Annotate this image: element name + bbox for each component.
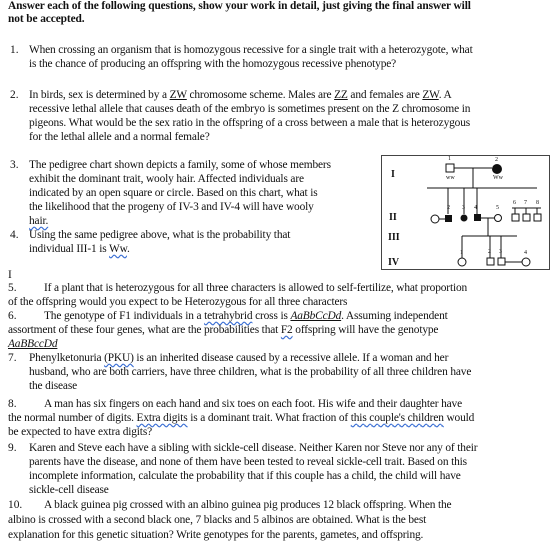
- q10-number: 10.: [8, 499, 23, 511]
- q2-line-3: pigeons. What would be the sex ratio in the offspring of a cross between a male that is heterozygous: [29, 117, 471, 129]
- q9-line-4: sickle-cell disease: [29, 484, 109, 496]
- text-cursor: I: [8, 269, 12, 281]
- pedigree-male-unaffected: [446, 164, 454, 172]
- pedigree-individual-label: 2: [488, 249, 491, 255]
- q8-line-2: the normal number of digits. Extra digits is a dominant trait. What fraction of this couple's children would: [8, 412, 475, 424]
- instructions-line-1: Answer each of the following questions, show your work in detail, just giving the final answer will: [8, 0, 471, 12]
- q2-line-1: In birds, sex is determined by a ZW chromosome scheme. Males are ZZ and females are ZW. A: [29, 89, 452, 101]
- q6-number: 6.: [8, 310, 17, 322]
- generation-label: IV: [388, 257, 400, 268]
- instructions-line-2: not be accepted.: [8, 13, 85, 25]
- q5-line-2: of the offspring would you expect to be Heterozygous for all three characters: [8, 296, 348, 308]
- pedigree-genotype-label: ww: [446, 175, 455, 181]
- pedigree-chart: [381, 155, 550, 270]
- q6-line-3: AaBBccDd: [8, 338, 58, 350]
- q1-line-1: When crossing an organism that is homozygous recessive for a single trait with a heterozygote, what: [29, 44, 473, 56]
- pedigree-female-affected: [493, 165, 502, 174]
- pedigree-individual-label: 3: [499, 249, 502, 255]
- pedigree-individual-label: 3: [462, 205, 465, 211]
- q10-line-1: A black guinea pig crossed with an albino guinea pig produces 12 black offspring. When the: [44, 499, 452, 511]
- q6-line-1: The genotype of F1 individuals in a tetrahybrid cross is AaBbCcDd. Assuming independent: [44, 310, 448, 322]
- generation-label: III: [388, 232, 400, 243]
- q2-number: 2.: [10, 89, 19, 101]
- pedigree-individual-label: 6: [513, 200, 516, 206]
- pedigree-male-affected: [445, 215, 452, 222]
- q9-line-3: incomplete information, calculate the probability that if this couple has a child, the child will have: [29, 470, 461, 482]
- pedigree-individual-label: 1: [460, 250, 463, 256]
- pedigree-individual-label: 8: [536, 200, 539, 206]
- q8-number: 8.: [8, 398, 17, 410]
- pedigree-individual-label: 2: [447, 205, 450, 211]
- pedigree-genotype-label: Ww: [493, 175, 503, 181]
- pedigree-individual-label: 2: [495, 157, 498, 163]
- q6-line-2: assortment of these four genes, what are the probabilities that F2 offspring will have the genotype: [8, 324, 439, 336]
- generation-label: I: [391, 169, 395, 180]
- generation-label: II: [389, 212, 397, 223]
- q3-line-2: exhibit the dominant trait, wooly hair. Affected individuals are: [29, 173, 304, 185]
- q3-line-1: The pedigree chart shown depicts a family, some of whose members: [29, 159, 331, 171]
- q7-line-1: Phenylketonuria (PKU) is an inherited disease caused by a recessive allele. If a woman and her: [29, 352, 449, 364]
- pedigree-individual-label: 4: [474, 205, 477, 211]
- q9-line-2: parents have the disease, and none of them have been tested to reveal sickle-cell trait. Based on this: [29, 456, 467, 468]
- q10-line-3: explanation for this genetic situation? Write genotypes for the parents, gametes, and offspring.: [8, 529, 424, 541]
- pedigree-individual-label: 7: [524, 200, 527, 206]
- q8-line-1: A man has six fingers on each hand and six toes on each foot. His wife and their daughter have: [44, 398, 462, 410]
- q3-line-4: the likelihood that the progeny of IV-3 and IV-4 will have wooly: [29, 201, 314, 213]
- q4-line-1: Using the same pedigree above, what is the probability that: [29, 229, 291, 241]
- q3-line-5: hair.: [29, 215, 49, 227]
- q1-number: 1.: [10, 44, 19, 56]
- q5-number: 5.: [8, 282, 17, 294]
- q7-line-3: the disease: [29, 380, 78, 392]
- q7-line-2: husband, who are both carriers, have three children, what is the probability of all three children have: [29, 366, 472, 378]
- pedigree-individual-label: 4: [524, 250, 527, 256]
- pedigree-individual-label: 5: [496, 205, 499, 211]
- q9-number: 9.: [8, 442, 17, 454]
- q7-number: 7.: [8, 352, 17, 364]
- q4-line-2: individual III-1 is Ww.: [29, 243, 130, 255]
- q10-line-2: albino is crossed with a second black one, 7 blacks and 5 albinos are obtained. What is the best: [8, 514, 427, 526]
- pedigree-individual-label: 1: [448, 156, 451, 162]
- q3-number: 3.: [10, 159, 19, 171]
- q2-line-4: for the lethal allele and a normal female?: [29, 131, 210, 143]
- q4-number: 4.: [10, 229, 19, 241]
- q3-line-3: indicated by an open square or circle. Based on this chart, what is: [29, 187, 318, 199]
- q5-line-1: If a plant that is heterozygous for all three characters is allowed to self-fertilize, what proportion: [44, 282, 468, 294]
- q1-line-2: is the chance of producing an offspring with the homozygous recessive phenotype?: [29, 58, 397, 70]
- q8-line-3: be expected to have extra digits?: [8, 426, 153, 438]
- q9-line-1: Karen and Steve each have a sibling with sickle-cell disease. Neither Karen nor Steve nor any of their: [29, 442, 478, 454]
- q2-line-2: recessive lethal allele that causes death of the embryo is sometimes present on the Z chromosome in: [29, 103, 471, 115]
